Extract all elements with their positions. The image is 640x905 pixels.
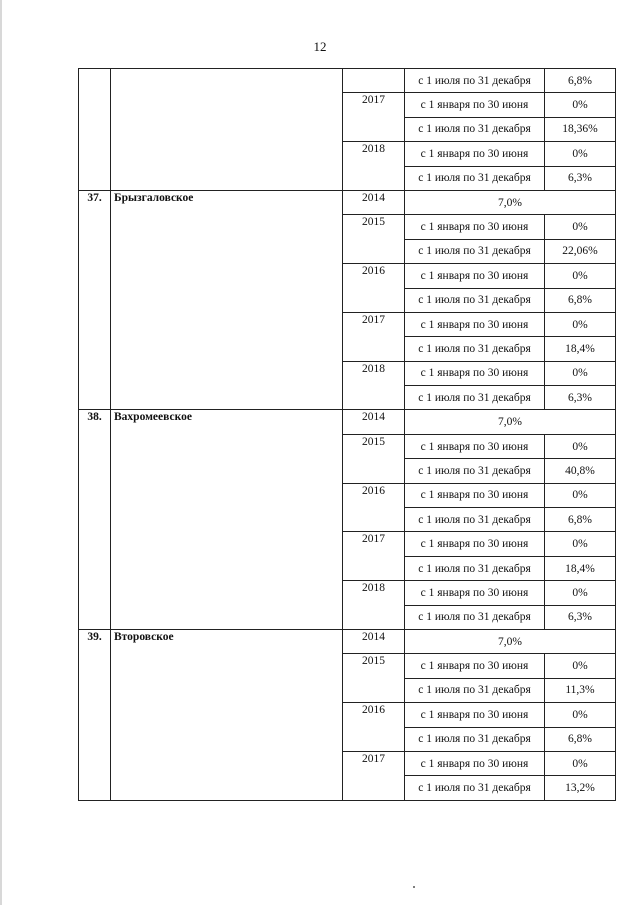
period-cell: с 1 июля по 31 декабря [405, 605, 545, 629]
table-row [79, 410, 616, 434]
rate-cell: 0% [545, 215, 616, 239]
rate-cell: 6,8% [545, 727, 616, 751]
year-cell: 2016 [343, 703, 405, 752]
rate-cell: 0% [545, 483, 616, 507]
year-cell: 2017 [343, 751, 405, 800]
rate-cell: 0% [545, 312, 616, 336]
rate-cell: 6,3% [545, 166, 616, 190]
rate-cell: 11,3% [545, 678, 616, 702]
settlement-name [111, 69, 343, 191]
period-cell: с 1 января по 30 июня [405, 312, 545, 336]
period-cell: с 1 июля по 31 декабря [405, 508, 545, 532]
annual-rate-cell: 7,0% [405, 190, 616, 214]
scan-edge [0, 0, 2, 905]
year-cell: 2017 [343, 312, 405, 361]
rate-cell: 0% [545, 142, 616, 166]
tariff-table [78, 68, 616, 801]
period-cell: с 1 июля по 31 декабря [405, 69, 545, 93]
settlement-name: Второвское [111, 629, 343, 800]
year-cell: 2014 [343, 190, 405, 214]
rate-cell: 13,2% [545, 776, 616, 800]
settlement-name: Брызгаловское [111, 190, 343, 410]
period-cell: с 1 января по 30 июня [405, 703, 545, 727]
rate-cell: 0% [545, 532, 616, 556]
scan-speck [413, 886, 415, 888]
period-cell: с 1 июля по 31 декабря [405, 556, 545, 580]
year-cell: 2018 [343, 361, 405, 410]
year-cell: 2016 [343, 483, 405, 532]
rate-cell: 6,3% [545, 386, 616, 410]
year-cell: 2014 [343, 629, 405, 653]
period-cell: с 1 января по 30 июня [405, 93, 545, 117]
rate-cell: 18,4% [545, 556, 616, 580]
period-cell: с 1 января по 30 июня [405, 532, 545, 556]
rate-cell: 0% [545, 654, 616, 678]
period-cell: с 1 июля по 31 декабря [405, 166, 545, 190]
period-cell: с 1 января по 30 июня [405, 581, 545, 605]
period-cell: с 1 июля по 31 декабря [405, 776, 545, 800]
period-cell: с 1 июля по 31 декабря [405, 727, 545, 751]
rate-cell: 0% [545, 751, 616, 775]
rate-cell: 22,06% [545, 239, 616, 263]
rate-cell: 0% [545, 93, 616, 117]
page-number: 12 [313, 39, 327, 54]
rate-cell: 0% [545, 703, 616, 727]
rate-cell: 18,4% [545, 337, 616, 361]
period-cell: с 1 июля по 31 декабря [405, 337, 545, 361]
settlement-number: 38. [79, 410, 111, 630]
period-cell: с 1 июля по 31 декабря [405, 386, 545, 410]
period-cell: с 1 июля по 31 декабря [405, 459, 545, 483]
period-cell: с 1 января по 30 июня [405, 264, 545, 288]
rate-cell: 0% [545, 361, 616, 385]
annual-rate-cell: 7,0% [405, 629, 616, 653]
rate-cell: 0% [545, 581, 616, 605]
period-cell: с 1 января по 30 июня [405, 654, 545, 678]
period-cell: с 1 января по 30 июня [405, 215, 545, 239]
year-cell: 2015 [343, 654, 405, 703]
settlement-number [79, 69, 111, 191]
period-cell: с 1 января по 30 июня [405, 483, 545, 507]
year-cell: 2017 [343, 93, 405, 142]
year-cell: 2016 [343, 264, 405, 313]
period-cell: с 1 июля по 31 декабря [405, 239, 545, 263]
tariff-table-body [79, 69, 616, 801]
settlement-name: Вахромеевское [111, 410, 343, 630]
period-cell: с 1 января по 30 июня [405, 751, 545, 775]
rate-cell: 6,8% [545, 69, 616, 93]
year-cell: 2017 [343, 532, 405, 581]
table-row [79, 69, 616, 93]
annual-rate-cell: 7,0% [405, 410, 616, 434]
period-cell: с 1 июля по 31 декабря [405, 117, 545, 141]
period-cell: с 1 января по 30 июня [405, 434, 545, 458]
settlement-number: 37. [79, 190, 111, 410]
rate-cell: 6,8% [545, 508, 616, 532]
year-cell: 2015 [343, 215, 405, 264]
settlement-number: 39. [79, 629, 111, 800]
rate-cell: 6,3% [545, 605, 616, 629]
rate-cell: 0% [545, 434, 616, 458]
period-cell: с 1 января по 30 июня [405, 361, 545, 385]
period-cell: с 1 января по 30 июня [405, 142, 545, 166]
year-cell: 2014 [343, 410, 405, 434]
year-cell: 2018 [343, 142, 405, 191]
table-row [79, 190, 616, 214]
year-cell: 2015 [343, 434, 405, 483]
rate-cell: 6,8% [545, 288, 616, 312]
period-cell: с 1 июля по 31 декабря [405, 678, 545, 702]
table-row [79, 629, 616, 653]
year-cell [343, 69, 405, 93]
year-cell: 2018 [343, 581, 405, 630]
rate-cell: 40,8% [545, 459, 616, 483]
rate-cell: 18,36% [545, 117, 616, 141]
rate-cell: 0% [545, 264, 616, 288]
period-cell: с 1 июля по 31 декабря [405, 288, 545, 312]
